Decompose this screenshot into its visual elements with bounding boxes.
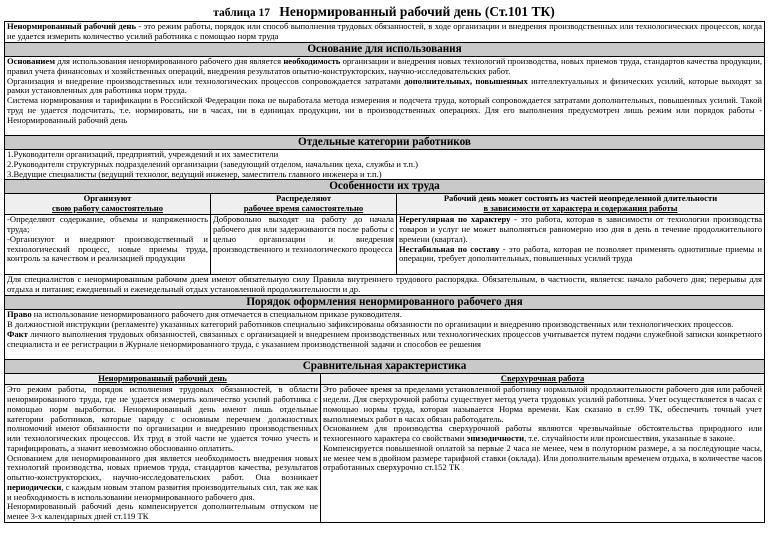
basis-header-row	[5, 43, 765, 57]
features-col3-p2	[399, 245, 762, 265]
comparison-right-content	[321, 385, 765, 523]
comparison-left-content	[5, 385, 321, 523]
comparison-left-p1: Это режим работы, порядок исполнения трудовых обязанностей, в области ненормированного труда, где не удается измерить количество усилий работника с помощью норм выработки. Ненормированный день имеют лишь отдельные категории работников, которые наряду с основным перечнем должностных полномочий имеют обязанности по организации и внедрению производственных или технологических процессов. Их труд в этой части не удается точно учесть и тарифицировать, а значит невозможно обоснованно оплатить.	[7, 384, 318, 453]
features-col2-title	[211, 194, 397, 215]
features-col3-title	[397, 194, 765, 215]
comparison-right-p1: Это рабочее время за пределами установленной работнику нормальной продолжительности рабочего дня или рабочей недели. Для сверхурочной работы существует метод учета трудовых усилий работника. Учет осуществляется в часах с помощью нормы труда, которая называется Норма времени. Как сказано в ст.99 ТК, обеспечить точный учет выполняемых работ в часах обязан работодатель.	[323, 384, 762, 424]
comparison-right-title	[321, 374, 765, 385]
comparison-right-title-text: Сверхурочная работа	[500, 373, 585, 384]
features-col3-p2-bold: Нестабильная по составу	[399, 243, 500, 254]
procedure-p1-text: на использование ненормированного рабочего дня отмечается в специальном приказе руководителя.	[31, 309, 402, 320]
main-table	[4, 21, 765, 523]
basis-paragraph-2	[7, 77, 762, 97]
procedure-cell	[5, 310, 765, 360]
comparison-right-p3: Компенсируется повышенной оплатой за первые 2 часа не менее, чем в полуторном размере, а за последующие часы, не менее чем в двойном размере тарифной ставки (оклада). Или дополнительным временем отдыха, в количестве часов отработанных сверхурочно ст.152 ТК	[323, 442, 762, 473]
features-titles-row	[5, 194, 765, 215]
procedure-row	[5, 310, 765, 360]
page-title	[4, 4, 764, 21]
features-col3-p1-text: - это работа, которая в зависимости от технологии производства товаров и услуг не может выполняться равномерно изо дня в день в течение продолжительного времени (квартал).	[399, 214, 763, 244]
comparison-left-title	[5, 374, 321, 385]
features-col3-p2-text: - это работа, которая не позволяет применять однотипные приемы и операции, требует дополнительных, повышенных усилий труда	[399, 243, 763, 264]
features-content-row	[5, 215, 765, 275]
comparison-left-p2	[7, 454, 318, 503]
comparison-left-p3: Ненормированный рабочий день компенсируется дополнительным отпуском не менее 3-х календарных дней ст.119 ТК	[7, 501, 318, 521]
categories-header: Отдельные категории работников	[5, 136, 765, 150]
procedure-p1-bold: Право	[7, 309, 32, 320]
comparison-right-p2-bold: эпизодичности	[466, 433, 525, 443]
definition-row	[5, 22, 765, 43]
features-col1-p2: -Организуют и внедряют производственный и технологический процесс, новые приемы труда, контроль за качеством и реализацией продукции	[7, 233, 208, 264]
basis-paragraph-3: Система нормирования и тарификации в Российской Федерации пока не выработала метода измерения и подсчета труда, который сопровождается затратами дополнительных, повышенных усилий. Такой труд не удается подсчитать, т.е. нормировать, ни в часах, ни в единицах продукции, ни в производственных операциях. Для его выполнения предусмотрен лишь режим или порядок работы - Ненормированный рабочий день	[7, 95, 762, 125]
features-col1-p1: -Определяют содержание, объемы и напряженность труда;	[7, 214, 208, 234]
basis-p1-text-b: для использования ненормированного рабочего дня является	[55, 56, 284, 66]
category-item: 1.Руководители организаций, предприятий, учреждений и их заместители	[7, 149, 279, 159]
definition-text: - это режим работы, порядок или способ выполнения трудовых обязанностей, в ходе организации и внедрения производственных или технологических процессов, когда не удается измерить количество усилий работника с помощью норм труда	[7, 21, 762, 41]
category-item: 2.Руководители структурных подразделений организации (заведующий отделом, начальник цеха, службы и т.п.)	[7, 158, 418, 169]
comparison-left-p2-bold: периодически	[7, 481, 62, 492]
basis-row	[5, 57, 765, 136]
category-item: 3.Ведущие специалисты (ведущий технолог, ведущий инженер, заместитель главного инженера и т.п.)	[7, 168, 382, 179]
categories-cell	[5, 150, 765, 180]
comparison-header-row	[5, 360, 765, 374]
definition-term: Ненормированный рабочий день	[7, 21, 137, 31]
definition-cell	[5, 22, 765, 43]
comparison-left-p2-c: , с каждым новым этапом развития производительных сил, так же как и необходимость в использовании ненормированного рабочего дня.	[7, 481, 318, 502]
features-note: Для специалистов с ненормированным рабочим днем имеют обязательную силу Правила внутреннего трудового распорядка. Обязательным, в частности, является: начало рабочего дня; перерывы для отдыха и питания; ежедневный и еженедельный отдых установленной продолжительности и др.	[5, 275, 765, 296]
features-col1-title-b: свою работу самостоятельно	[51, 203, 163, 213]
features-col3-content	[397, 215, 765, 275]
features-col2-content	[211, 215, 397, 275]
basis-p2-text-c: интеллектуальных и физических усилий, которые выходят за рамки установленных для работника норм труда.	[7, 75, 762, 96]
comparison-right-p2-a: Основанием для производства сверхурочной работы являются чрезвычайные обстоятельства природного или техногенного характера со свойствами	[323, 423, 762, 443]
comparison-left-p2-a: Основанием для ненормированного дня является необходимость внедрения новых технологий производства, новых приемов труда, стандартов качества, результатов опытно-конструкторских, научно-исследовательских работ. Она возникает	[7, 452, 318, 482]
features-col1-title	[5, 194, 211, 215]
features-col2-title-b: рабочее время самостоятельно	[243, 203, 364, 213]
features-col2-p1: Добровольно выходят на работу до начала рабочего дня или задерживаются после работы с целью организации и внедрения производственного и технологического процесса	[213, 214, 394, 254]
features-note-row	[5, 275, 765, 296]
features-col2-title-a: Распределяют	[275, 193, 332, 204]
comparison-left-title-text: Ненормированный рабочий день	[98, 373, 227, 384]
categories-header-row	[5, 136, 765, 150]
comparison-right-p2-c: , т.е. случайности или происшествия, указанные в законе.	[524, 433, 735, 443]
procedure-header-row	[5, 296, 765, 310]
basis-p1-text-d: организации и внедрения новых технологий производства, новых приемов труда, стандартов качества продукции, правил учета финансовых и хозяйственных операций, внедрения результатов опытно-конструкторских, научно-исследовательских работ.	[7, 56, 762, 76]
basis-p1-bold-c: необходимость	[283, 56, 341, 66]
features-col1-content	[5, 215, 211, 275]
procedure-p2: В должностной инструкции (регламенте) указанных категорий работников специально зафиксированы обязанности по организации и внедрению производственных или технологических процессов.	[7, 319, 734, 329]
features-header: Особенности их труда	[5, 180, 765, 194]
comparison-header: Сравнительная характеристика	[5, 360, 765, 374]
features-col3-title-a: Рабочий день может состоять из частей неопределенной длительности	[443, 193, 718, 204]
table-title-text: Ненормированный рабочий день (Ст.101 ТК)	[279, 4, 555, 19]
basis-header: Основание для использования	[5, 43, 765, 57]
basis-paragraph-1	[7, 57, 762, 77]
table-number: таблица 17	[213, 7, 271, 19]
features-header-row	[5, 180, 765, 194]
features-col3-p1-bold: Нерегулярная по характеру	[399, 214, 511, 225]
basis-p2-text-a: Организация и внедрение производственных или технологических процессов сопровождается затратами	[7, 75, 405, 86]
features-col3-p1	[399, 215, 762, 244]
procedure-p3-text: личного выполнения трудовых обязанностей, связанных с организацией и внедрением производственных или технологических процессов учитывается путем подачи служебной записки конкретного специалиста и ее регистрации в Журнале ненормированного труда, с указанием производственной задачи и способов ее решения	[7, 328, 762, 349]
procedure-p3-bold: Факт	[7, 328, 28, 339]
procedure-header: Порядок оформления ненормированного рабочего дня	[5, 296, 765, 310]
categories-row	[5, 150, 765, 180]
procedure-p3	[7, 330, 762, 350]
basis-p2-bold-b: дополнительных, повышенных	[404, 75, 528, 86]
basis-cell	[5, 57, 765, 136]
page	[4, 4, 764, 523]
comparison-titles-row	[5, 374, 765, 385]
basis-p1-bold-a: Основанием	[7, 56, 56, 66]
features-col1-title-a: Организуют	[83, 193, 132, 204]
comparison-content-row	[5, 385, 765, 523]
comparison-right-p2	[323, 424, 762, 444]
features-col3-title-b: в зависимости от характера и содержания работы	[483, 203, 678, 213]
